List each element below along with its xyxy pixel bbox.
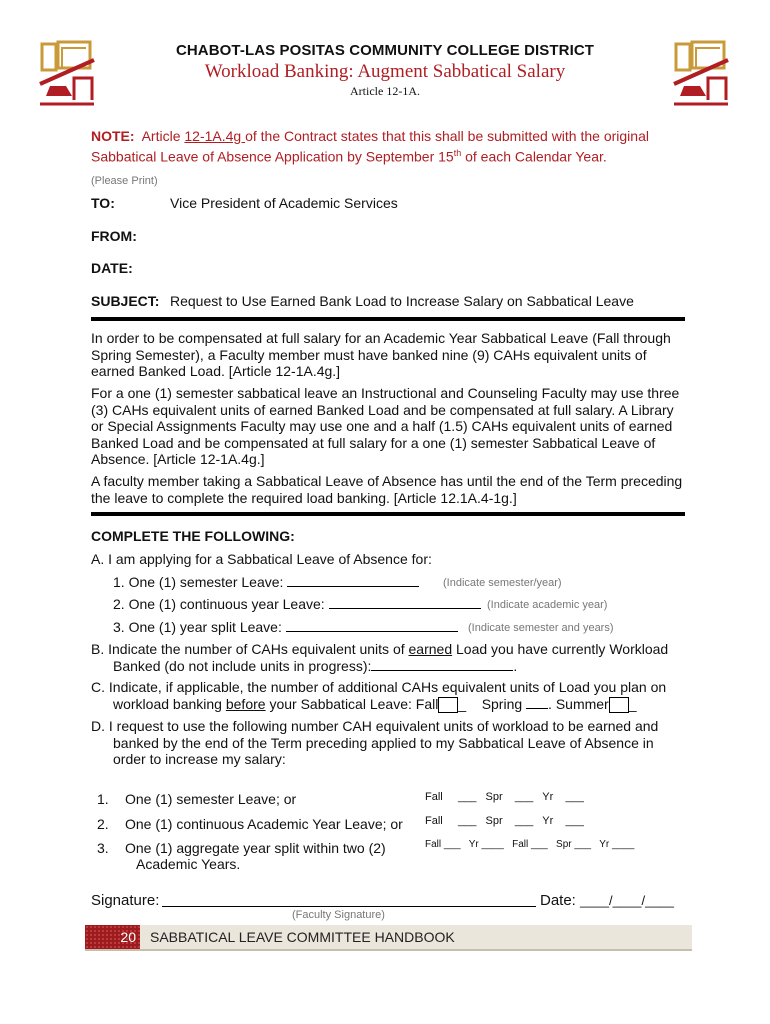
- item-b-text: B. Indicate the number of CAHs equivalent units of: [91, 641, 409, 657]
- item-a2-label: 2. One (1) continuous year Leave:: [113, 596, 329, 612]
- divider-top: [91, 317, 685, 321]
- year-leave-field[interactable]: [329, 596, 481, 609]
- item-c-spring: Spring: [481, 695, 523, 712]
- term-yr: Yr: [542, 791, 554, 803]
- divider-bottom: [91, 512, 685, 516]
- form-title: Workload Banking: Augment Sabbatical Salary: [204, 61, 566, 82]
- item-a2: [113, 596, 481, 612]
- term-spr: Spr: [485, 791, 503, 803]
- term-fall: Fall: [425, 791, 443, 803]
- note-text-1: of the Contract states that this shall be submitted with the original: [245, 128, 649, 144]
- option-3-num: 3.: [97, 840, 109, 856]
- paragraph-one-semester: [91, 385, 691, 468]
- item-c-before: before: [225, 695, 266, 712]
- district-name: CHABOT-LAS POSITAS COMMUNITY COLLEGE DISTRICT: [175, 42, 595, 59]
- to-label: TO:: [91, 195, 115, 211]
- submission-note: [91, 128, 691, 166]
- term-yr: Yr: [468, 839, 479, 850]
- item-b-earned: earned: [408, 641, 453, 657]
- item-d-line: D. I request to use the following number CAH equivalent units of workload to be earned and: [91, 718, 659, 734]
- item-a: A. I am applying for a Sabbatical Leave of Absence for:: [91, 551, 432, 567]
- item-a1-label: 1. One (1) semester Leave:: [113, 574, 288, 590]
- p1-line: In order to be compensated at full salary for an Academic Year Sabbatical Leave (Fall through: [91, 330, 671, 346]
- spring-units-field[interactable]: [526, 696, 548, 709]
- item-c-text: workload banking: [113, 695, 226, 712]
- fall-units-box[interactable]: [438, 697, 458, 713]
- p2-line: Banked Load and be compensated at full salary for a one (1) semester Sabbatical Leave of: [91, 434, 656, 451]
- from-label: FROM:: [91, 228, 137, 244]
- item-c: C. Indicate, if applicable, the number of additional CAHs equivalent units of Load you plan on workload banking before your Sabbatical Leave: Fall _ Spring . Summer _: [91, 679, 691, 713]
- item-a3: [113, 619, 458, 635]
- term-yr: Yr: [599, 839, 610, 850]
- item-a1-hint: (Indicate semester/year): [443, 577, 562, 589]
- p2-line: or Special Assignments Faculty may use one and a half (1.5) CAHs equivalent units of earned: [91, 418, 673, 434]
- option-1-terms: Fall ___ Spr ___ Yr ___: [425, 791, 584, 803]
- date-field[interactable]: [540, 892, 674, 909]
- note-article-link: 12-1A.4g: [184, 128, 246, 144]
- option-3-line1: One (1) aggregate year split within two (2): [125, 840, 386, 856]
- option-2-terms: Fall ___ Spr ___ Yr ___: [425, 815, 584, 827]
- item-a3-label: 3. One (1) year split Leave:: [113, 619, 286, 635]
- item-a1: [113, 574, 419, 590]
- p2-line: (3) CAHs equivalent units of earned Banked Load and be compensated at full salary. A Library: [91, 401, 674, 418]
- p2-line: For a one (1) semester sabbatical leave an Instructional and Counseling Faculty may use three: [91, 385, 680, 401]
- option-3-label: [125, 840, 386, 872]
- sig-date-label: Date:: [540, 892, 576, 909]
- signature-hint: (Faculty Signature): [292, 909, 385, 921]
- split-leave-field[interactable]: [286, 619, 458, 632]
- term-spr: Spr: [556, 839, 572, 850]
- item-b-text-2: Load you have currently Workload: [452, 641, 669, 657]
- option-1-label: One (1) semester Leave; or: [125, 791, 297, 807]
- please-print: (Please Print): [91, 175, 158, 187]
- paragraph-academic-year: [91, 330, 691, 380]
- to-value: Vice President of Academic Services: [170, 195, 398, 211]
- item-b-line2: Banked (do not include units in progress):: [113, 657, 372, 674]
- item-d-line: banked by the end of the Term preceding applied to my Sabbatical Leave of Absence in: [113, 734, 654, 751]
- sig-date-blanks: ____/____/____: [580, 893, 675, 908]
- date-label: DATE:: [91, 260, 133, 276]
- term-fall: Fall: [425, 839, 442, 850]
- note-pre: Article: [141, 128, 185, 144]
- option-3-terms: Fall ___ Yr ____ Fall ___ Spr ___ Yr ____: [425, 839, 635, 850]
- footer-text: SABBATICAL LEAVE COMMITTEE HANDBOOK: [150, 929, 455, 945]
- term-spr: Spr: [485, 815, 503, 827]
- item-a3-hint: (Indicate semester and years): [468, 622, 614, 634]
- note-sup: th: [453, 148, 462, 158]
- signature-label: Signature:: [91, 892, 160, 909]
- signature-line[interactable]: [162, 906, 536, 907]
- item-d-line: order to increase my salary:: [113, 751, 286, 767]
- article-ref: Article 12-1A.: [350, 84, 420, 98]
- term-fall: Fall: [512, 839, 529, 850]
- summer-units-box[interactable]: [609, 697, 629, 713]
- p3-line: A faculty member taking a Sabbatical Leave of Absence has until the end of the Term preceding: [91, 473, 683, 489]
- note-label: NOTE:: [91, 128, 135, 144]
- note-text-2b: of each Calendar Year.: [461, 148, 607, 165]
- semester-leave-field[interactable]: [287, 574, 419, 587]
- option-1-num: 1.: [97, 791, 109, 807]
- item-c-fall: your Sabbatical Leave: Fall: [265, 695, 439, 712]
- banked-units-field[interactable]: [371, 658, 513, 671]
- page-number: 20: [85, 925, 140, 949]
- option-2-num: 2.: [97, 816, 109, 832]
- note-text-2a: Sabbatical Leave of Absence Application by September 15: [91, 148, 454, 165]
- item-c-summer: . Summer: [548, 695, 609, 712]
- subject-value: Request to Use Earned Bank Load to Increase Salary on Sabbatical Leave: [170, 293, 634, 309]
- paragraph-deadline: [91, 473, 691, 506]
- p3-line: the leave to complete the required load banking. [Article 12.1A.4-1g.]: [91, 489, 517, 506]
- p1-line: earned Banked Load. [Article 12-1A.4g.]: [91, 363, 341, 379]
- p1-line: Spring Semester), a Faculty member must have banked nine (9) CAHs equivalent units of: [91, 346, 647, 363]
- option-3-line2: Academic Years.: [136, 856, 241, 872]
- option-2-label: One (1) continuous Academic Year Leave; or: [125, 816, 403, 832]
- item-a2-hint: (Indicate academic year): [487, 599, 608, 611]
- item-b: B. Indicate the number of CAHs equivalent units of earned Load you have currently Workload Banked (do not include units in progress): .: [91, 641, 669, 674]
- subject-label: SUBJECT:: [91, 293, 160, 309]
- term-yr: Yr: [542, 815, 554, 827]
- p2-line: Absence. [Article 12-1A.4g.]: [91, 451, 265, 467]
- complete-heading: COMPLETE THE FOLLOWING:: [91, 528, 295, 544]
- term-fall: Fall: [425, 815, 443, 827]
- item-c-line1: C. Indicate, if applicable, the number of additional CAHs equivalent units of Load you plan on: [91, 679, 667, 695]
- item-d: [91, 718, 691, 768]
